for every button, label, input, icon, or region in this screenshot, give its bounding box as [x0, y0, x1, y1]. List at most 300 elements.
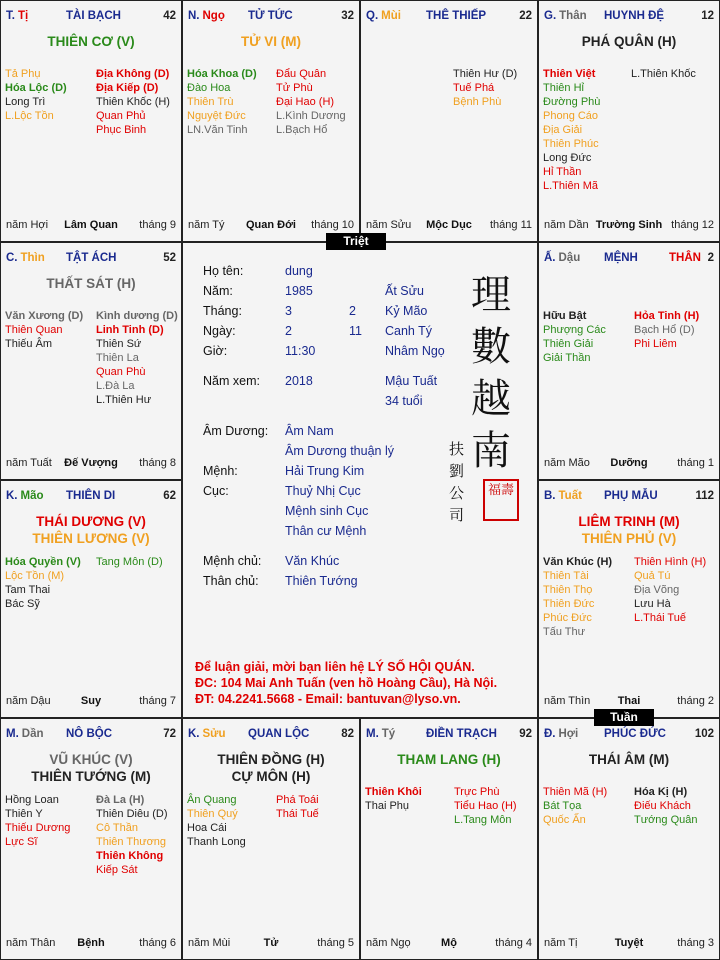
main-star: VŨ KHÚC (V) [49, 752, 133, 767]
palace-name: THIÊN DI [66, 490, 116, 502]
palace-footer [6, 219, 176, 233]
palace-age-number: 2 [707, 252, 714, 264]
minor-star: Thiên Trù [187, 96, 234, 108]
life-stage: Thai [617, 695, 641, 707]
palace-stem: Ấ. [544, 252, 556, 264]
palace-age-number: 82 [341, 728, 354, 740]
palace-age-number: 102 [694, 728, 714, 740]
palace-position [544, 252, 580, 264]
contact-line-3: ĐT: 04.2241.5668 - Email: bantuvan@lyso.vn. [195, 692, 461, 706]
palace-age-number: 32 [341, 10, 354, 22]
palace-header [6, 10, 176, 24]
palace-cell-ngo [182, 0, 360, 242]
minor-star: Lộc Tồn (M) [5, 570, 65, 582]
minor-star: Thanh Long [187, 836, 246, 848]
minor-stars-left [187, 793, 246, 849]
palace-branch: Tị [17, 10, 29, 22]
palace-cell-than [538, 0, 720, 242]
minor-stars-right [96, 793, 168, 877]
palace-footer [188, 937, 354, 951]
palace-age-number: 12 [701, 10, 714, 22]
minor-star: Hóa Kị (H) [634, 786, 688, 798]
minor-star: Phong Cáo [543, 110, 599, 122]
palace-name: HUYNH ĐỆ [604, 10, 665, 22]
minor-star: Ân Quang [187, 794, 237, 806]
minor-star: Đẩu Quân [276, 68, 327, 80]
minor-star: Kình dương (D) [96, 310, 178, 322]
main-stars [183, 751, 359, 785]
minor-star: Phi Liêm [634, 338, 677, 350]
palace-position [6, 252, 45, 264]
minor-star: Thiên Khôi [365, 786, 422, 798]
minor-star: Thiên Mã (H) [543, 786, 608, 798]
minor-star: Hỉ Thần [543, 166, 582, 178]
minor-star: Đào Hoa [187, 82, 231, 94]
palace-branch: Mùi [381, 10, 401, 22]
label-thang: Tháng: [203, 304, 242, 318]
palace-age-number: 92 [519, 728, 532, 740]
minor-star: L.Lộc Tồn [5, 110, 54, 122]
month: tháng 8 [139, 457, 176, 469]
minor-star: Quả Tú [634, 570, 671, 582]
month: tháng 11 [489, 219, 532, 231]
minor-star: Thiên Giải [543, 338, 594, 350]
month: tháng 2 [677, 695, 714, 707]
minor-star: Đại Hao (H) [276, 96, 335, 108]
contact-line-1: Để luận giải, mời bạn liên hệ LÝ SỐ HỘI QUÁN. [195, 660, 475, 674]
minor-stars-right [634, 309, 699, 351]
life-stage: Dưỡng [610, 457, 648, 469]
minor-star: Tử Phù [276, 82, 313, 94]
value-menh-chu: Văn Khúc [285, 554, 340, 568]
minor-star: Thiên Y [5, 808, 43, 820]
main-stars [539, 751, 719, 768]
main-star: LIÊM TRINH (M) [578, 514, 680, 529]
red-seal-stamp: 福壽 [483, 479, 519, 521]
palace-name: PHÚC ĐỨC [604, 728, 666, 740]
palace-stem: N. [188, 10, 200, 22]
minor-star: Văn Xương (D) [5, 310, 84, 322]
minor-star: Quan Phù [96, 366, 146, 378]
minor-star: Phá Toái [276, 794, 319, 806]
minor-star: Long Đức [543, 152, 592, 164]
palace-branch: Thìn [20, 252, 45, 264]
minor-star: Thiên La [96, 352, 139, 364]
center-info-panel [182, 242, 538, 718]
value-am-duong: Âm Nam [285, 424, 334, 438]
main-stars [539, 33, 719, 50]
palace-header [544, 10, 714, 24]
minor-star: Thiên Hư (D) [453, 68, 518, 80]
life-stage: Tử [263, 937, 279, 949]
value-thang: 3 [285, 304, 292, 318]
palace-position [366, 10, 401, 22]
minor-star: Hóa Lộc (D) [5, 82, 67, 94]
minor-star: Hữu Bật [543, 310, 587, 322]
minor-star: Đà La (H) [96, 794, 145, 806]
minor-star: L.Thiên Hư [96, 394, 152, 406]
main-star: CỰ MÔN (H) [231, 769, 311, 784]
minor-stars-left [5, 555, 81, 611]
palace-header [544, 490, 714, 504]
palace-stem: K. [188, 728, 200, 740]
palace-cell-mui [360, 0, 538, 242]
minor-stars-left [365, 785, 422, 813]
palace-footer [544, 457, 714, 471]
value-ngay: 2 [285, 324, 292, 338]
minor-stars-right [453, 67, 517, 109]
palace-stem: M. [366, 728, 379, 740]
palace-cell-ti [0, 0, 182, 242]
year-branch: năm Tuất [6, 457, 52, 469]
month: tháng 7 [139, 695, 176, 707]
palace-header [366, 10, 532, 24]
minor-stars-right [96, 309, 178, 407]
palace-cell-ty [360, 718, 538, 960]
life-stage: Mộc Dục [426, 219, 472, 231]
palace-branch: Mão [20, 490, 44, 502]
minor-star: Tang Môn (D) [96, 556, 163, 568]
palace-branch: Sửu [202, 728, 226, 740]
minor-star: Kiếp Sát [96, 864, 138, 876]
minor-star: Tả Phụ [5, 68, 41, 80]
label-nam: Năm: [203, 284, 233, 298]
minor-stars-right [276, 67, 346, 137]
palace-extra-label: THÂN [669, 252, 701, 264]
palace-cell-dan [0, 718, 182, 960]
minor-stars-right [96, 67, 170, 137]
minor-star: Hồng Loan [5, 794, 59, 806]
main-stars [183, 33, 359, 50]
main-star: THÁI DƯƠNG (V) [36, 514, 146, 529]
minor-star: Thiên Không [96, 850, 164, 862]
value-cuc-3: Thân cư Mệnh [285, 524, 367, 538]
minor-stars-right [634, 555, 706, 625]
main-star: THIÊN ĐỒNG (H) [217, 752, 325, 767]
label-ho-ten: Họ tên: [203, 264, 244, 278]
palace-header [544, 728, 714, 742]
minor-star: Văn Khúc (H) [543, 556, 613, 568]
palace-stem: M. [6, 728, 19, 740]
main-stars [1, 275, 181, 292]
value-ho-ten: dung [285, 264, 313, 278]
minor-stars-right [276, 793, 319, 821]
main-star: THIÊN TƯỚNG (M) [31, 769, 151, 784]
minor-star: Trực Phù [454, 786, 500, 798]
value-nam-xem: 2018 [285, 374, 313, 388]
minor-star: Thiên Diêu (D) [96, 808, 168, 820]
value-thang-can: Kỷ Mão [385, 304, 428, 318]
minor-star: Thiên Hình (H) [634, 556, 707, 568]
palace-age-number: 42 [163, 10, 176, 22]
label-menh-chu: Mệnh chủ: [203, 554, 262, 568]
minor-star: L.Tang Môn [454, 814, 512, 826]
palace-cell-dau [538, 242, 720, 480]
minor-star: Cô Thần [96, 822, 138, 834]
value-ngay-al: 11 [349, 324, 362, 338]
minor-star: Thiếu Dương [5, 822, 71, 834]
palace-name: TẬT ÁCH [66, 252, 117, 264]
life-stage: Mộ [441, 937, 457, 949]
palace-stem: K. [6, 490, 18, 502]
palace-footer [6, 457, 176, 471]
palace-age-number: 62 [163, 490, 176, 502]
palace-age-number: 52 [163, 252, 176, 264]
triet-tag: Triệt [326, 233, 386, 250]
palace-header [6, 490, 176, 504]
minor-star: LN.Văn Tinh [187, 124, 248, 136]
minor-star: Bạch Hổ (D) [634, 324, 695, 336]
life-stage: Trường Sinh [595, 219, 663, 231]
palace-age-number: 72 [163, 728, 176, 740]
contact-line-2: ĐC: 104 Mai Anh Tuấn (ven hồ Hoàng Cầu), Hà Nội. [195, 676, 498, 690]
label-am-duong: Âm Dương: [203, 424, 269, 438]
palace-position [6, 10, 28, 22]
minor-star: Long Trì [5, 96, 46, 108]
year-branch: năm Thìn [544, 695, 591, 707]
main-star: THIÊN PHỦ (V) [581, 531, 677, 546]
minor-star: Nguyệt Đức [187, 110, 246, 122]
palace-stem: C. [6, 252, 18, 264]
main-star: PHÁ QUÂN (H) [581, 34, 677, 49]
label-ngay: Ngày: [203, 324, 236, 338]
value-than-chu: Thiên Tướng [285, 574, 358, 588]
minor-star: L.Bạch Hổ [276, 124, 328, 136]
palace-cell-tuat [538, 480, 720, 718]
year-branch: năm Tị [544, 937, 578, 949]
palace-header [6, 728, 176, 742]
palace-branch: Hợi [558, 728, 579, 740]
minor-star: L.Kình Dương [276, 110, 346, 122]
main-star: THẤT SÁT (H) [46, 276, 136, 291]
minor-stars-left [543, 785, 607, 827]
palace-name: ĐIỀN TRẠCH [426, 728, 497, 740]
palace-footer [188, 219, 354, 233]
life-stage: Quan Đới [246, 219, 296, 231]
palace-stem: T. [6, 10, 15, 22]
minor-star: Hóa Quyền (V) [5, 556, 81, 568]
year-branch: năm Dậu [6, 695, 51, 707]
palace-header [188, 10, 354, 24]
label-than-chu: Thân chủ: [203, 574, 259, 588]
main-stars [1, 33, 181, 50]
main-stars [1, 513, 181, 547]
month: tháng 5 [317, 937, 354, 949]
palace-branch: Tuất [558, 490, 582, 502]
palace-header [544, 252, 714, 266]
palace-name: NÔ BỘC [66, 728, 112, 740]
minor-star: Thiên Sứ [96, 338, 142, 350]
tuan-tag: Tuần [594, 709, 654, 726]
minor-star: L.Đà La [96, 380, 135, 392]
minor-star: Thiên Hỉ [543, 82, 584, 94]
value-thang-al: 2 [349, 304, 356, 318]
small-calligraphy-1: 扶 [449, 440, 465, 458]
life-stage: Đế Vượng [64, 457, 118, 469]
palace-stem: Đ. [544, 728, 556, 740]
minor-star: Linh Tinh (D) [96, 324, 164, 336]
palace-name: PHỤ MẪU [604, 490, 658, 502]
palace-header [6, 252, 176, 266]
minor-stars-left [543, 67, 600, 193]
label-gio: Giờ: [203, 344, 228, 358]
palace-footer [366, 937, 532, 951]
palace-footer [6, 937, 176, 951]
minor-star: Đường Phù [543, 96, 601, 108]
palace-position [6, 728, 44, 740]
value-gio-can: Nhâm Ngọ [385, 344, 445, 358]
small-calligraphy-4: 司 [449, 506, 465, 524]
palace-stem: G. [544, 10, 557, 22]
palace-age-number: 22 [519, 10, 532, 22]
value-cuc-2: Mệnh sinh Cục [285, 504, 369, 518]
palace-position [366, 728, 395, 740]
life-stage: Lâm Quan [64, 219, 118, 231]
main-stars [539, 513, 719, 547]
value-tuoi: 34 tuổi [385, 394, 423, 408]
value-am-duong-2: Âm Dương thuận lý [285, 444, 394, 458]
year-branch: năm Tý [188, 219, 225, 231]
value-menh: Hải Trung Kim [285, 464, 365, 478]
minor-stars-left [543, 309, 606, 365]
palace-footer [6, 695, 176, 709]
main-star: THÁI ÂM (M) [588, 752, 670, 767]
minor-star: Thiên Quan [5, 324, 63, 336]
main-star: TỬ VI (M) [241, 34, 301, 49]
life-stage: Suy [80, 695, 102, 707]
palace-age-number: 112 [695, 490, 714, 502]
palace-header [366, 728, 532, 742]
minor-star: Thai Phụ [365, 800, 410, 812]
minor-star: Địa Không (D) [96, 68, 170, 80]
palace-footer [544, 695, 714, 709]
minor-stars-left [5, 309, 83, 351]
life-stage: Bệnh [77, 937, 105, 949]
label-cuc: Cục: [203, 484, 229, 498]
life-stage: Tuyệt [614, 937, 644, 949]
minor-stars-left [543, 555, 612, 639]
month: tháng 10 [311, 219, 354, 231]
palace-stem: Q. [366, 10, 379, 22]
month: tháng 12 [671, 219, 714, 231]
minor-star: Lực Sĩ [5, 836, 38, 848]
palace-position [188, 10, 225, 22]
small-calligraphy-3: 公 [449, 484, 465, 502]
palace-branch: Thân [559, 10, 587, 22]
minor-star: Phúc Đức [543, 612, 592, 624]
month: tháng 3 [677, 937, 714, 949]
minor-star: Địa Võng [634, 584, 680, 596]
palace-footer [544, 937, 714, 951]
palace-position [544, 10, 587, 22]
minor-star: Phục Binh [96, 124, 147, 136]
minor-star: Quốc Ấn [543, 814, 586, 826]
palace-cell-thin [0, 242, 182, 480]
value-nam-can: Ất Sửu [385, 284, 424, 298]
minor-star: Bác Sỹ [5, 598, 40, 610]
month: tháng 1 [677, 457, 714, 469]
palace-branch: Dậu [558, 252, 581, 264]
minor-stars-right [96, 555, 163, 569]
minor-star: Điếu Khách [634, 800, 691, 812]
minor-star: Phượng Các [543, 324, 606, 336]
palace-stem: B. [544, 490, 556, 502]
calligraphy-3: 越 [471, 376, 511, 422]
minor-stars-left [5, 67, 67, 123]
minor-star: Giải Thần [543, 352, 591, 364]
minor-star: Thiên Khốc (H) [96, 96, 170, 108]
palace-header [188, 728, 354, 742]
palace-branch: Tý [381, 728, 396, 740]
minor-star: Hóa Khoa (D) [187, 68, 257, 80]
palace-footer [366, 219, 532, 233]
label-menh: Mệnh: [203, 464, 238, 478]
palace-branch: Ngọ [202, 10, 225, 22]
palace-position [188, 728, 226, 740]
year-branch: năm Thân [6, 937, 56, 949]
palace-cell-mao [0, 480, 182, 718]
minor-star: Thiên Phúc [543, 138, 599, 150]
minor-star: Tiểu Hao (H) [454, 800, 517, 812]
minor-star: Lưu Hà [634, 598, 671, 610]
label-nam-xem: Năm xem: [203, 374, 260, 388]
minor-star: Thiên Tài [543, 570, 589, 582]
minor-star: Thiên Đức [543, 598, 595, 610]
minor-star: L.Thiên Mã [543, 180, 599, 192]
calligraphy-4: 南 [471, 428, 511, 474]
minor-star: Hoa Cái [187, 822, 227, 834]
year-branch: năm Sửu [366, 219, 412, 231]
palace-name: TÀI BẠCH [66, 10, 121, 22]
palace-position [544, 490, 582, 502]
main-star: THAM LANG (H) [397, 752, 501, 767]
palace-cell-suu [182, 718, 360, 960]
minor-stars-right [631, 67, 696, 81]
minor-star: Thiên Việt [543, 68, 596, 80]
minor-star: Quan Phủ [96, 110, 146, 122]
palace-branch: Dần [21, 728, 44, 740]
minor-star: Thiên Thương [96, 836, 167, 848]
minor-stars-right [634, 785, 698, 827]
year-branch: năm Mão [544, 457, 590, 469]
palace-cell-hoi [538, 718, 720, 960]
minor-star: Hỏa Tinh (H) [634, 310, 700, 322]
minor-star: Địa Giải [543, 124, 583, 136]
year-branch: năm Mùi [188, 937, 231, 949]
value-ngay-can: Canh Tý [385, 324, 433, 338]
minor-star: Tướng Quân [634, 814, 698, 826]
palace-position [544, 728, 578, 740]
minor-star: L.Thái Tuế [634, 612, 686, 624]
palace-footer [544, 219, 714, 233]
minor-stars-right [454, 785, 517, 827]
calligraphy-1: 理 [471, 272, 511, 318]
main-stars [361, 751, 537, 768]
minor-star: Thiếu Âm [5, 338, 53, 350]
year-branch: năm Dần [544, 219, 589, 231]
main-star: THIÊN CƠ (V) [47, 34, 135, 49]
palace-name: TỬ TỨC [248, 10, 293, 22]
value-gio: 11:30 [285, 344, 316, 358]
month: tháng 9 [139, 219, 176, 231]
minor-stars-left [5, 793, 70, 849]
main-stars [1, 751, 181, 785]
year-branch: năm Ngọ [366, 937, 411, 949]
minor-star: Thiên Thọ [543, 584, 593, 596]
year-branch: năm Hợi [6, 219, 49, 231]
value-nam-xem-can: Mậu Tuất [385, 374, 438, 388]
minor-star: Tuế Phá [453, 82, 495, 94]
